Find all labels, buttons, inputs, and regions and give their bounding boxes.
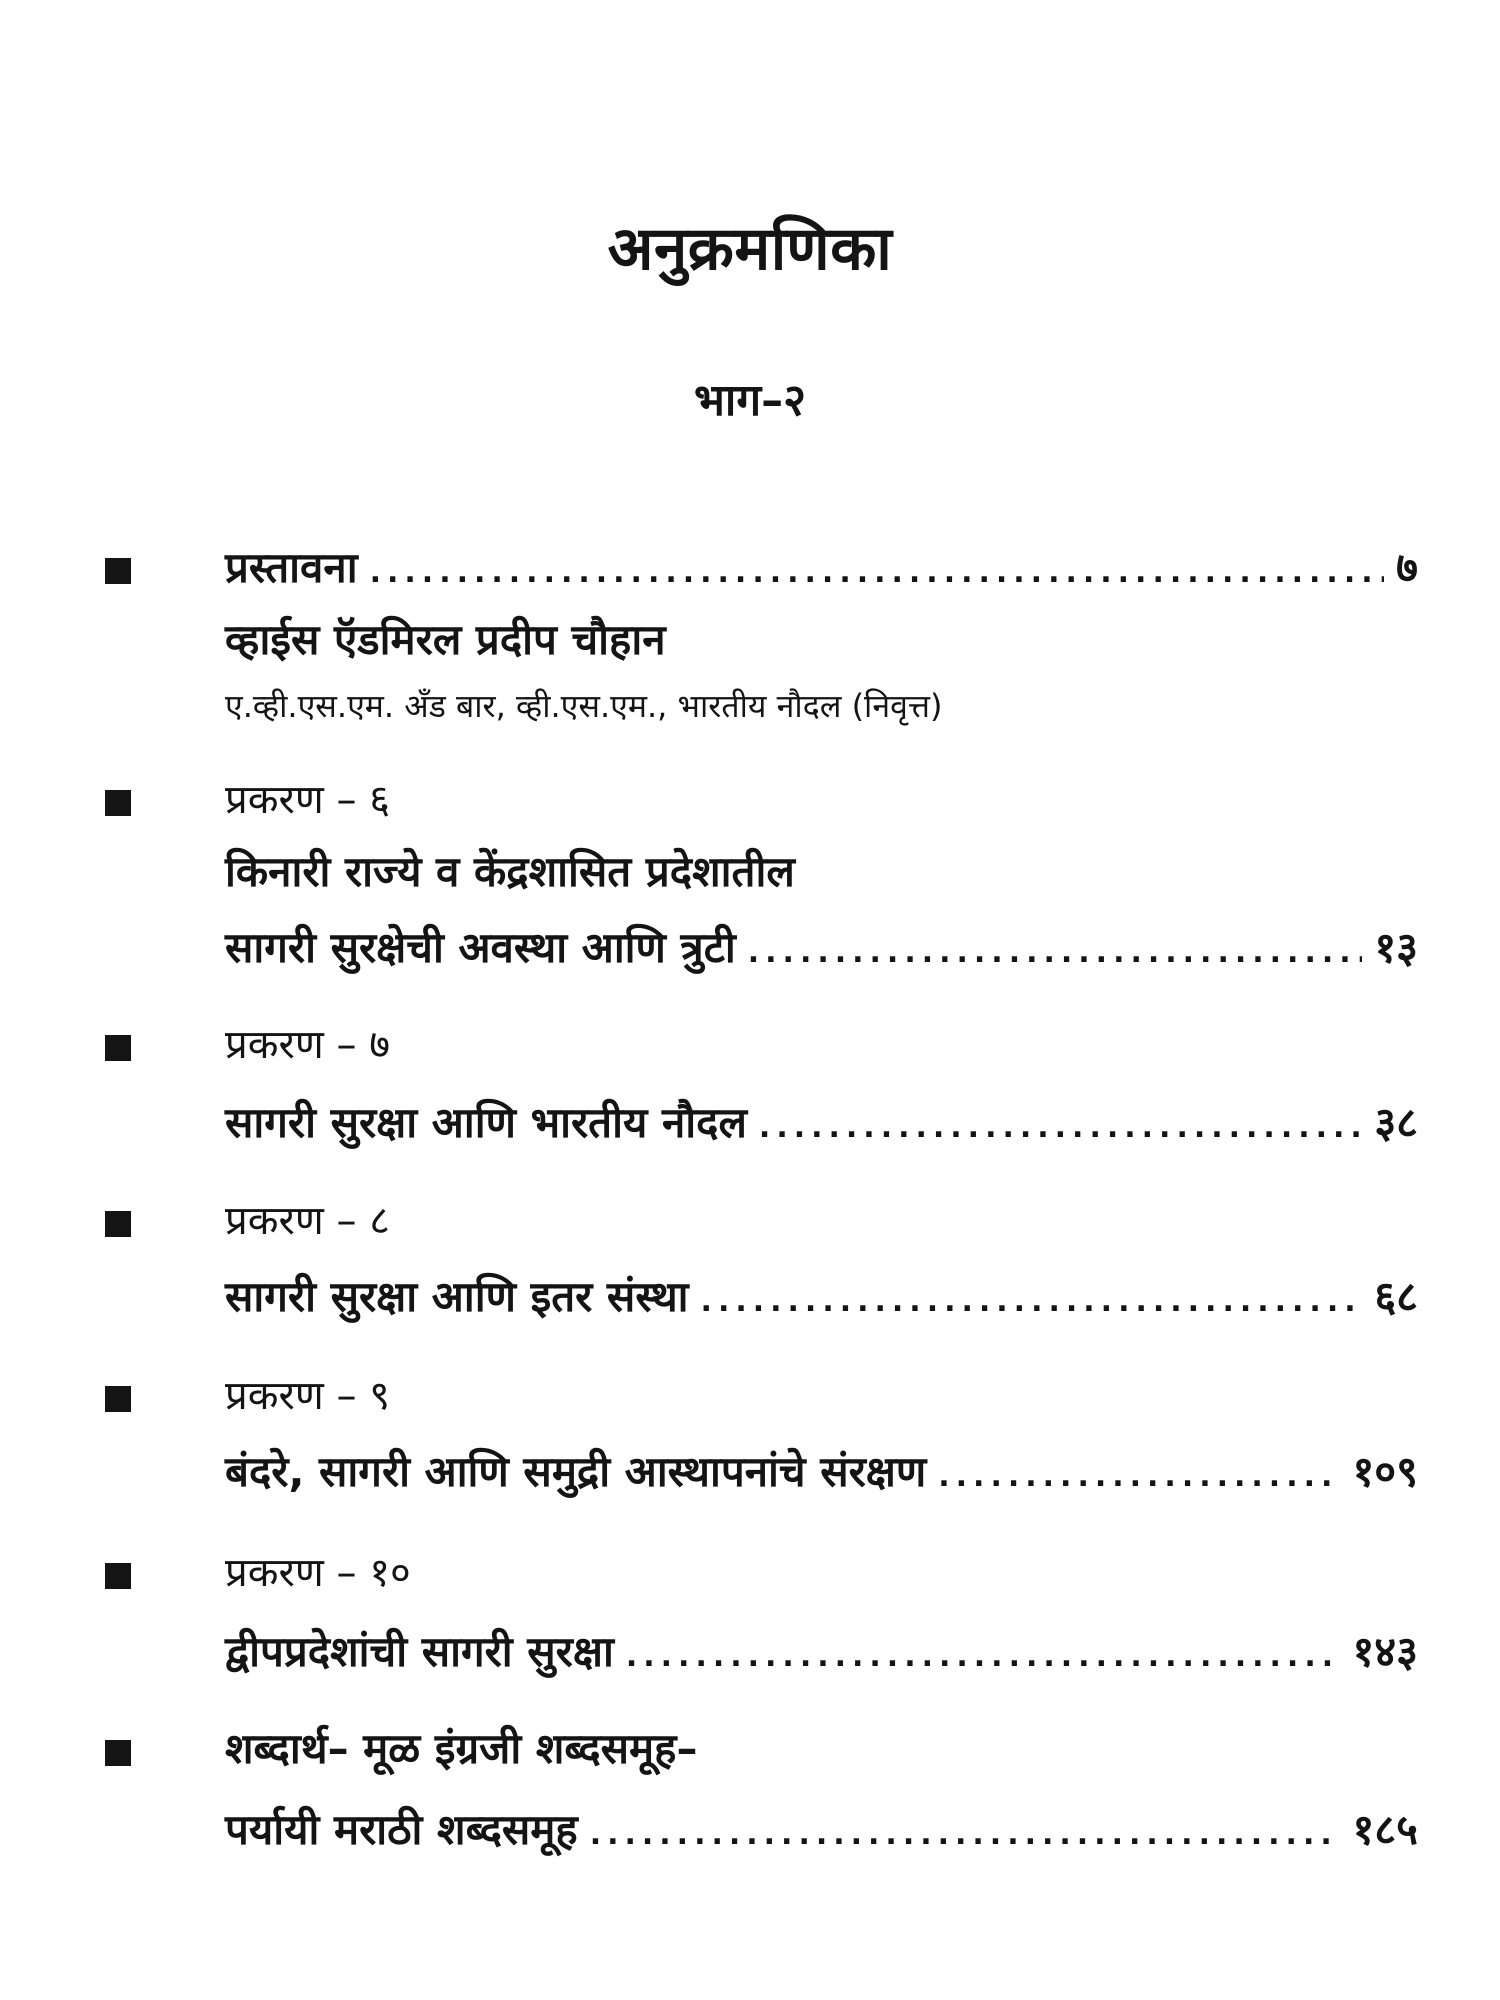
bullet-icon — [105, 1035, 131, 1061]
dot-leader — [590, 1817, 1341, 1852]
bullet-icon — [105, 558, 131, 584]
dot-leader — [938, 1459, 1340, 1494]
page-number: ७ — [1396, 543, 1418, 592]
bullet-icon — [105, 1740, 131, 1766]
page-number: १३ — [1374, 923, 1418, 972]
toc-entry-ch8[interactable] — [225, 1267, 1418, 1324]
toc-entry-glossary[interactable] — [225, 1800, 1418, 1857]
chapter-label: प्रकरण – ९ — [225, 1373, 390, 1419]
entry-title: बंदरे, सागरी आणि समुद्री आस्थापनांचे संरक्षण — [225, 1447, 927, 1496]
preface-author-details: ए.व्ही.एस.एम. अँड बार, व्ही.एस.एम., भारतीय नौदल (निवृत्त) — [225, 687, 943, 725]
chapter-label: प्रकरण – ७ — [225, 1022, 390, 1068]
part-heading: भाग–२ — [694, 375, 806, 426]
bullet-icon — [105, 1563, 131, 1589]
dot-leader — [701, 1284, 1363, 1319]
page-number: १०९ — [1352, 1447, 1418, 1496]
dot-leader — [370, 555, 1385, 590]
bullet-icon — [105, 1386, 131, 1412]
page-number: ६८ — [1374, 1272, 1418, 1321]
page-number: ३८ — [1374, 1098, 1418, 1147]
entry-title: पर्यायी मराठी शब्दसमूह — [225, 1805, 578, 1854]
dot-leader — [759, 1110, 1362, 1145]
toc-entry-ch10[interactable] — [225, 1622, 1418, 1679]
toc-entry-preface[interactable] — [225, 538, 1418, 595]
dot-leader — [626, 1639, 1341, 1674]
dot-leader — [748, 935, 1363, 970]
entry-title: सागरी सुरक्षा आणि भारतीय नौदल — [225, 1098, 747, 1147]
entry-title: द्वीपप्रदेशांची सागरी सुरक्षा — [225, 1627, 614, 1676]
entry-title: सागरी सुरक्षा आणि इतर संस्था — [225, 1272, 689, 1321]
page-number: १४३ — [1352, 1627, 1418, 1676]
page-title: अनुक्रमणिका — [607, 214, 893, 284]
entry-title: सागरी सुरक्षेची अवस्था आणि त्रुटी — [225, 923, 736, 972]
bullet-icon — [105, 1211, 131, 1237]
preface-author: व्हाईस ऍडमिरल प्रदीप चौहान — [225, 615, 666, 664]
toc-entry-ch7[interactable] — [225, 1093, 1418, 1150]
entry-title-line1: शब्दार्थ– मूळ इंग्रजी शब्दसमूह– — [225, 1724, 698, 1773]
toc-entry-ch6[interactable] — [225, 918, 1418, 975]
chapter-label: प्रकरण – ६ — [225, 777, 390, 823]
chapter-label: प्रकरण – ८ — [225, 1198, 390, 1244]
entry-title-line1: किनारी राज्ये व केंद्रशासित प्रदेशातील — [225, 847, 795, 896]
bullet-icon — [105, 790, 131, 816]
page-number: १८५ — [1352, 1805, 1418, 1854]
toc-entry-ch9[interactable] — [225, 1442, 1418, 1499]
chapter-label: प्रकरण – १० — [225, 1550, 411, 1596]
entry-title: प्रस्तावना — [225, 543, 358, 592]
